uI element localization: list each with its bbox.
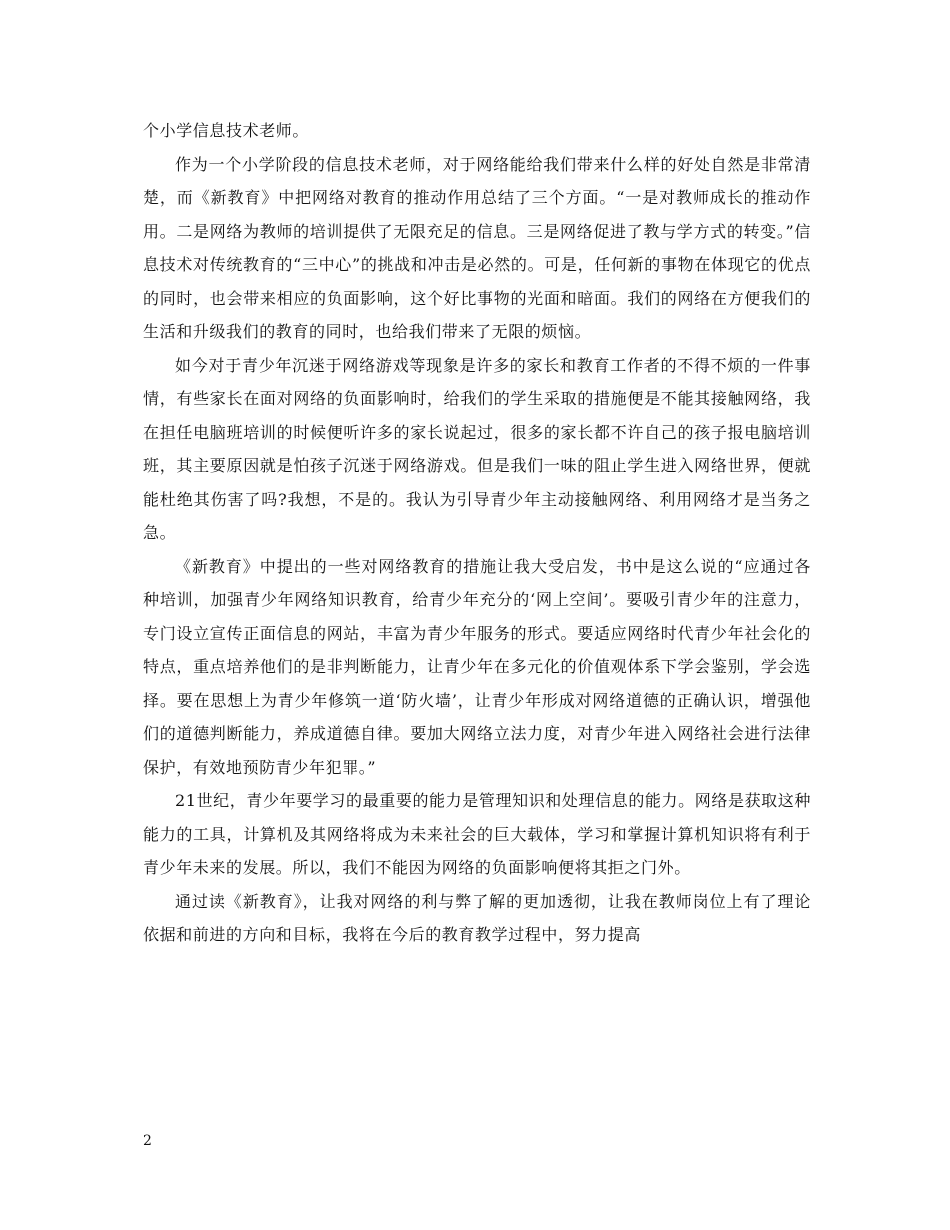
paragraph: 21世纪，青少年要学习的最重要的能力是管理知识和处理信息的能力。网络是获取这种能力的工具，计算机及其网络将成为未来社会的巨大载体，学习和掌握计算机知识将有利于青少年未来的发展。所以，我们不能因为网络的负面影响便将其拒之门外。 — [143, 791, 811, 877]
paragraph: 《新教育》中提出的一些对网络教育的措施让我大受启发，书中是这么说的“应通过各种培训，加强青少年网络知识教育，给青少年充分的‘网上空间’。要吸引青少年的注意力，专门设立宣传正面信息的网站，丰富为青少年服务的形式。要适应网络时代青少年社会化的特点，重点培养他们的是非判断能力，让青少年在多元化的价值观体系下学会鉴别，学会选择。要在思想上为青少年修筑一道‘防火墙’，让青少年形成对网络道德的正确认识，增强他们的道德判断能力，养成道德自律。要加大网络立法力度，对青少年进入网络社会进行法律保护，有效地预防青少年犯罪。” — [143, 556, 811, 777]
paragraph: 个小学信息技术老师。 — [143, 121, 310, 140]
document-body — [143, 114, 811, 952]
paragraph: 通过读《新教育》，让我对网络的利与弊了解的更加透彻，让我在教师岗位上有了理论依据和前进的方向和目标，我将在今后的教育教学过程中，努力提高 — [143, 891, 811, 944]
paragraph: 作为一个小学阶段的信息技术老师，对于网络能给我们带来什么样的好处自然是非常清楚，而《新教育》中把网络对教育的推动作用总结了三个方面。“一是对教师成长的推动作用。二是网络为教师的培训提供了无限充足的信息。三是网络促进了教与学方式的转变。”信息技术对传统教育的“三中心”的挑战和冲击是必然的。可是，任何新的事物在体现它的优点的同时，也会带来相应的负面影响，这个好比事物的光面和暗面。我们的网络在方便我们的生活和升级我们的教育的同时，也给我们带来了无限的烦恼。 — [143, 154, 811, 341]
paragraph: 如今对于青少年沉迷于网络游戏等现象是许多的家长和教育工作者的不得不烦的一件事情，有些家长在面对网络的负面影响时，给我们的学生采取的措施便是不能其接触网络，我在担任电脑班培训的时候便听许多的家长说起过，很多的家长都不许自己的孩子报电脑培训班，其主要原因就是怕孩子沉迷于网络游戏。但是我们一味的阻止学生进入网络世界，便就能杜绝其伤害了吗?我想，不是的。我认为引导青少年主动接触网络、利用网络才是当务之急。 — [143, 355, 811, 542]
page-number: 2 — [143, 1133, 152, 1149]
